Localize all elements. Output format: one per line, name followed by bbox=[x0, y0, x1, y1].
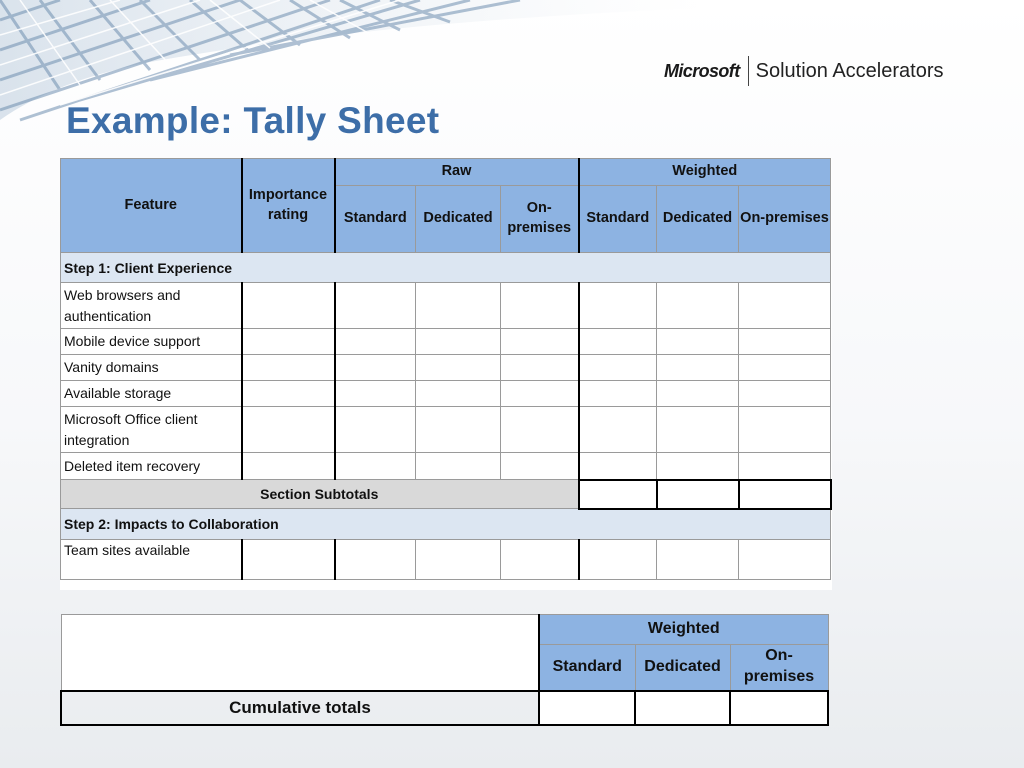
raw-standard-cell[interactable] bbox=[335, 407, 416, 453]
subtotal-weighted-on-premises-cell[interactable] bbox=[739, 480, 831, 509]
header-raw: Raw bbox=[335, 159, 579, 186]
cumulative-header-dedicated: Dedicated bbox=[635, 645, 730, 691]
header-raw-dedicated: Dedicated bbox=[416, 186, 501, 253]
feature-cell: Team sites available bbox=[61, 539, 242, 579]
raw-dedicated-cell[interactable] bbox=[416, 539, 501, 579]
cumulative-dedicated-cell[interactable] bbox=[635, 691, 730, 725]
subtotal-row bbox=[61, 480, 831, 509]
tally-sheet bbox=[60, 158, 832, 590]
cumulative-header-standard: Standard bbox=[539, 645, 635, 691]
cumulative-table bbox=[60, 614, 829, 726]
weighted-on-premises-cell[interactable] bbox=[739, 453, 831, 480]
header-weighted-dedicated: Dedicated bbox=[657, 186, 739, 253]
importance-cell[interactable] bbox=[242, 453, 335, 480]
weighted-standard-cell[interactable] bbox=[579, 381, 657, 407]
subtotal-weighted-dedicated-cell[interactable] bbox=[657, 480, 739, 509]
weighted-dedicated-cell[interactable] bbox=[657, 381, 739, 407]
raw-dedicated-cell[interactable] bbox=[416, 355, 501, 381]
table-row bbox=[61, 539, 831, 579]
importance-cell[interactable] bbox=[242, 407, 335, 453]
weighted-dedicated-cell[interactable] bbox=[657, 407, 739, 453]
raw-standard-cell[interactable] bbox=[335, 453, 416, 480]
feature-cell: Web browsers and authentication bbox=[61, 283, 242, 329]
feature-cell: Vanity domains bbox=[61, 355, 242, 381]
raw-standard-cell[interactable] bbox=[335, 381, 416, 407]
table-row bbox=[61, 407, 831, 453]
raw-standard-cell[interactable] bbox=[335, 283, 416, 329]
subtotal-weighted-standard-cell[interactable] bbox=[579, 480, 657, 509]
raw-on-premises-cell[interactable] bbox=[501, 355, 579, 381]
weighted-on-premises-cell[interactable] bbox=[739, 355, 831, 381]
header-importance: Importance rating bbox=[242, 159, 335, 253]
header-weighted-on-premises: On-premises bbox=[739, 186, 831, 253]
importance-cell[interactable] bbox=[242, 381, 335, 407]
cumulative-header-on-premises: On-premises bbox=[730, 645, 828, 691]
raw-standard-cell[interactable] bbox=[335, 355, 416, 381]
raw-dedicated-cell[interactable] bbox=[416, 283, 501, 329]
weighted-dedicated-cell[interactable] bbox=[657, 329, 739, 355]
section-step2-title: Step 2: Impacts to Collaboration bbox=[61, 509, 831, 540]
slide-title: Example: Tally Sheet bbox=[66, 100, 440, 141]
weighted-standard-cell[interactable] bbox=[579, 283, 657, 329]
feature-cell: Deleted item recovery bbox=[61, 453, 242, 480]
cumulative-totals-section bbox=[60, 614, 828, 726]
weighted-standard-cell[interactable] bbox=[579, 539, 657, 579]
weighted-standard-cell[interactable] bbox=[579, 329, 657, 355]
weighted-on-premises-cell[interactable] bbox=[739, 539, 831, 579]
weighted-dedicated-cell[interactable] bbox=[657, 355, 739, 381]
table-row bbox=[61, 355, 831, 381]
microsoft-logo bbox=[664, 56, 944, 86]
table-row bbox=[61, 329, 831, 355]
raw-on-premises-cell[interactable] bbox=[501, 283, 579, 329]
weighted-standard-cell[interactable] bbox=[579, 453, 657, 480]
raw-on-premises-cell[interactable] bbox=[501, 329, 579, 355]
importance-cell[interactable] bbox=[242, 283, 335, 329]
weighted-standard-cell[interactable] bbox=[579, 407, 657, 453]
header-weighted: Weighted bbox=[579, 159, 831, 186]
weighted-standard-cell[interactable] bbox=[579, 355, 657, 381]
raw-on-premises-cell[interactable] bbox=[501, 407, 579, 453]
weighted-on-premises-cell[interactable] bbox=[739, 283, 831, 329]
weighted-dedicated-cell[interactable] bbox=[657, 539, 739, 579]
section-step1-title: Step 1: Client Experience bbox=[61, 253, 831, 283]
raw-on-premises-cell[interactable] bbox=[501, 381, 579, 407]
raw-dedicated-cell[interactable] bbox=[416, 381, 501, 407]
header-weighted-standard: Standard bbox=[579, 186, 657, 253]
section-subtotals-label: Section Subtotals bbox=[61, 480, 579, 509]
cumulative-totals-label: Cumulative totals bbox=[61, 691, 539, 725]
importance-cell[interactable] bbox=[242, 539, 335, 579]
tally-table bbox=[60, 158, 832, 590]
logo-divider bbox=[748, 56, 749, 86]
feature-cell: Available storage bbox=[61, 381, 242, 407]
cumulative-header-weighted: Weighted bbox=[539, 615, 828, 645]
table-row bbox=[61, 381, 831, 407]
importance-cell[interactable] bbox=[242, 355, 335, 381]
cumulative-on-premises-cell[interactable] bbox=[730, 691, 828, 725]
raw-dedicated-cell[interactable] bbox=[416, 329, 501, 355]
raw-standard-cell[interactable] bbox=[335, 329, 416, 355]
feature-cell: Microsoft Office client integration bbox=[61, 407, 242, 453]
raw-on-premises-cell[interactable] bbox=[501, 539, 579, 579]
weighted-dedicated-cell[interactable] bbox=[657, 283, 739, 329]
raw-on-premises-cell[interactable] bbox=[501, 453, 579, 480]
header-raw-on-premises: On-premises bbox=[501, 186, 579, 253]
cumulative-standard-cell[interactable] bbox=[539, 691, 635, 725]
weighted-on-premises-cell[interactable] bbox=[739, 407, 831, 453]
header-feature: Feature bbox=[61, 159, 242, 253]
feature-cell: Mobile device support bbox=[61, 329, 242, 355]
weighted-on-premises-cell[interactable] bbox=[739, 381, 831, 407]
header-raw-standard: Standard bbox=[335, 186, 416, 253]
table-row bbox=[61, 283, 831, 329]
raw-dedicated-cell[interactable] bbox=[416, 407, 501, 453]
raw-standard-cell[interactable] bbox=[335, 539, 416, 579]
microsoft-wordmark: Microsoft bbox=[664, 60, 740, 81]
cumulative-blank-header bbox=[61, 615, 539, 691]
table-row bbox=[61, 453, 831, 480]
raw-dedicated-cell[interactable] bbox=[416, 453, 501, 480]
weighted-on-premises-cell[interactable] bbox=[739, 329, 831, 355]
weighted-dedicated-cell[interactable] bbox=[657, 453, 739, 480]
cumulative-totals-row bbox=[61, 691, 828, 725]
importance-cell[interactable] bbox=[242, 329, 335, 355]
solution-accelerators-label: Solution Accelerators bbox=[755, 59, 944, 82]
